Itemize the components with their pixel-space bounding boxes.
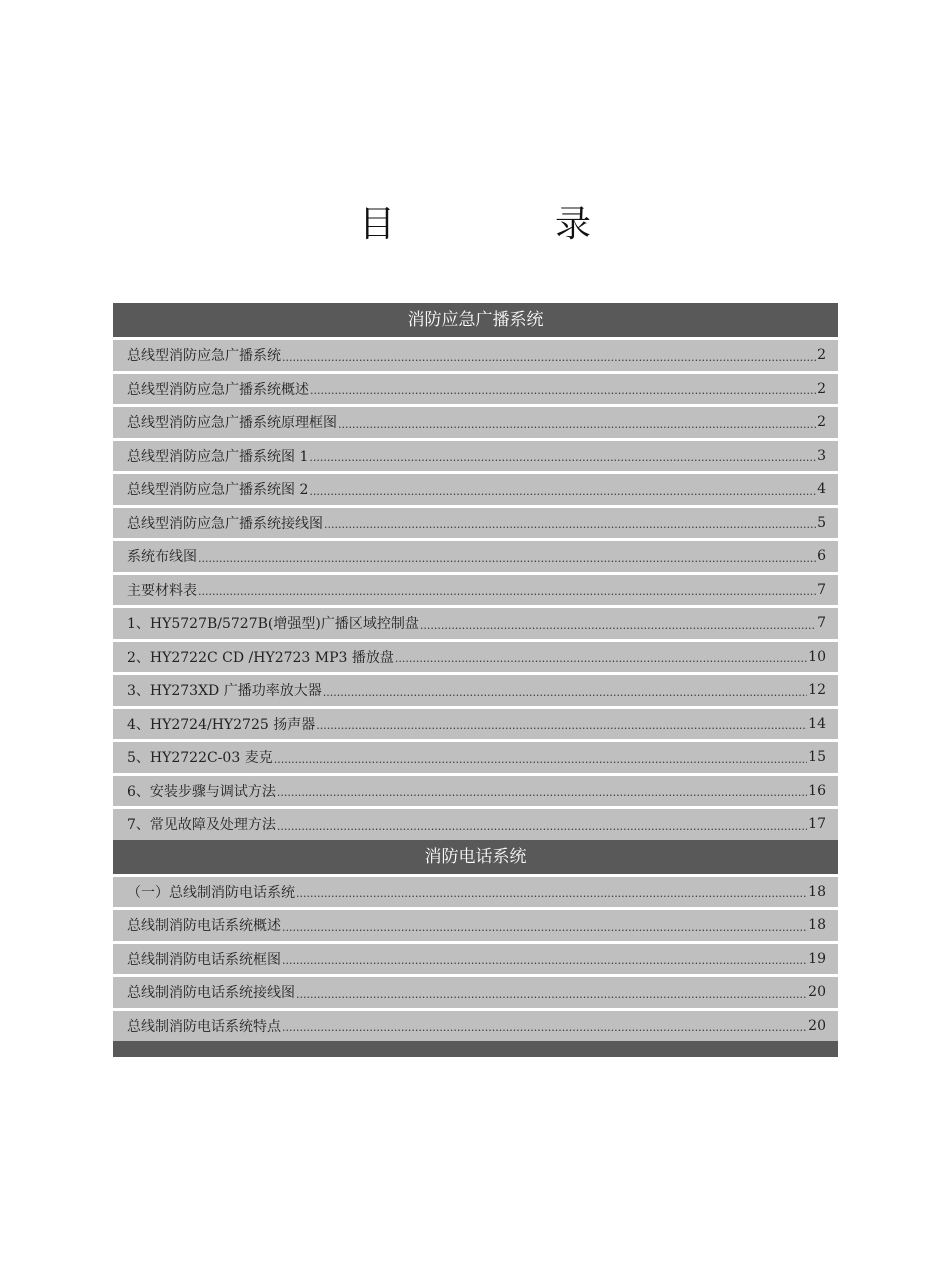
toc-entry[interactable] — [113, 471, 838, 505]
toc-entry[interactable] — [113, 974, 838, 1008]
toc-entry-label: （一）总线制消防电话系统 — [127, 884, 295, 901]
toc-entry-label: 系统布线图 — [127, 549, 197, 566]
toc-entry-label: 总线型消防应急广播系统 — [127, 348, 281, 365]
toc-entry-label: 3、HY273XD 广播功率放大器 — [127, 683, 322, 700]
toc-entry-label: 总线制消防电话系统框图 — [127, 951, 281, 968]
toc-entry-label: 总线型消防应急广播系统接线图 — [127, 515, 323, 532]
section-heading-telephone: 消防电话系统 — [113, 840, 838, 874]
toc-entry-label: 总线型消防应急广播系统图 2 — [127, 482, 309, 499]
toc-entry[interactable] — [113, 538, 838, 572]
dot-leader — [316, 719, 807, 732]
dot-leader — [282, 954, 807, 967]
dot-leader — [277, 786, 807, 799]
toc-entry[interactable] — [113, 806, 838, 840]
toc-entry-label: 主要材料表 — [127, 582, 197, 599]
dot-leader — [324, 518, 816, 531]
dot-leader — [338, 418, 816, 431]
toc-entry[interactable] — [113, 672, 838, 706]
toc-entry-label: 总线型消防应急广播系统图 1 — [127, 448, 309, 465]
toc-entry-page-number: 10 — [808, 648, 826, 665]
section-entries-broadcast — [113, 337, 838, 840]
page-title: 目 录 — [358, 204, 653, 245]
toc-entry-page-number: 15 — [808, 749, 826, 766]
toc-entry[interactable] — [113, 404, 838, 438]
section-heading-broadcast: 消防应急广播系统 — [113, 303, 838, 337]
dot-leader — [296, 887, 807, 900]
table-of-contents — [113, 303, 838, 1057]
toc-entry[interactable] — [113, 874, 838, 908]
toc-entry-page-number: 2 — [817, 380, 826, 397]
toc-entry[interactable] — [113, 773, 838, 807]
toc-entry-page-number: 17 — [808, 816, 826, 833]
toc-entry-page-number: 18 — [808, 883, 826, 900]
toc-entry-label: 总线制消防电话系统概述 — [127, 918, 281, 935]
toc-entry-page-number: 6 — [817, 548, 826, 565]
section-entries-telephone — [113, 874, 838, 1042]
toc-entry[interactable] — [113, 337, 838, 371]
toc-entry[interactable] — [113, 706, 838, 740]
dot-leader — [198, 552, 816, 565]
toc-entry-label: 4、HY2724/HY2725 扬声器 — [127, 716, 316, 733]
toc-entry-page-number: 4 — [817, 481, 826, 498]
toc-entry-label: 总线型消防应急广播系统原理框图 — [127, 415, 337, 432]
dot-leader — [309, 485, 816, 498]
toc-entry[interactable] — [113, 1008, 838, 1042]
toc-entry-label: 总线制消防电话系统接线图 — [127, 985, 295, 1002]
toc-entry[interactable] — [113, 438, 838, 472]
toc-entry-page-number: 2 — [817, 414, 826, 431]
dot-leader — [198, 585, 816, 598]
dot-leader — [420, 619, 816, 632]
toc-entry-label: 6、安装步骤与调试方法 — [127, 783, 276, 800]
toc-entry[interactable] — [113, 639, 838, 673]
toc-entry-label: 总线型消防应急广播系统概述 — [127, 381, 309, 398]
toc-entry-page-number: 20 — [808, 1017, 826, 1034]
toc-entry[interactable] — [113, 605, 838, 639]
toc-entry-page-number: 2 — [817, 347, 826, 364]
toc-entry[interactable] — [113, 907, 838, 941]
dot-leader — [274, 753, 807, 766]
dot-leader — [282, 1021, 807, 1034]
toc-entry-page-number: 5 — [817, 514, 826, 531]
dot-leader — [282, 351, 816, 364]
dot-leader — [277, 820, 807, 833]
toc-entry-page-number: 19 — [808, 950, 826, 967]
toc-entry-label: 总线制消防电话系统特点 — [127, 1018, 281, 1035]
toc-entry-page-number: 18 — [808, 917, 826, 934]
toc-entry[interactable] — [113, 739, 838, 773]
toc-entry-page-number: 16 — [808, 782, 826, 799]
dot-leader — [296, 988, 807, 1001]
dot-leader — [323, 686, 807, 699]
dot-leader — [310, 384, 816, 397]
toc-entry[interactable] — [113, 505, 838, 539]
footer-bar — [113, 1041, 838, 1057]
dot-leader — [309, 451, 816, 464]
toc-entry-label: 1、HY5727B/5727B(增强型)广播区域控制盘 — [127, 616, 419, 633]
toc-entry-page-number: 7 — [817, 615, 826, 632]
toc-entry-label: 7、常见故障及处理方法 — [127, 817, 276, 834]
toc-entry-page-number: 7 — [817, 581, 826, 598]
toc-entry-page-number: 12 — [808, 682, 826, 699]
toc-entry-label: 2、HY2722C CD /HY2723 MP3 播放盘 — [127, 649, 394, 666]
toc-entry-label: 5、HY2722C-03 麦克 — [127, 750, 273, 767]
dot-leader — [395, 652, 807, 665]
dot-leader — [282, 921, 807, 934]
toc-entry[interactable] — [113, 572, 838, 606]
toc-entry[interactable] — [113, 371, 838, 405]
toc-entry[interactable] — [113, 941, 838, 975]
toc-entry-page-number: 14 — [808, 715, 826, 732]
toc-entry-page-number: 20 — [808, 984, 826, 1001]
toc-entry-page-number: 3 — [817, 447, 826, 464]
